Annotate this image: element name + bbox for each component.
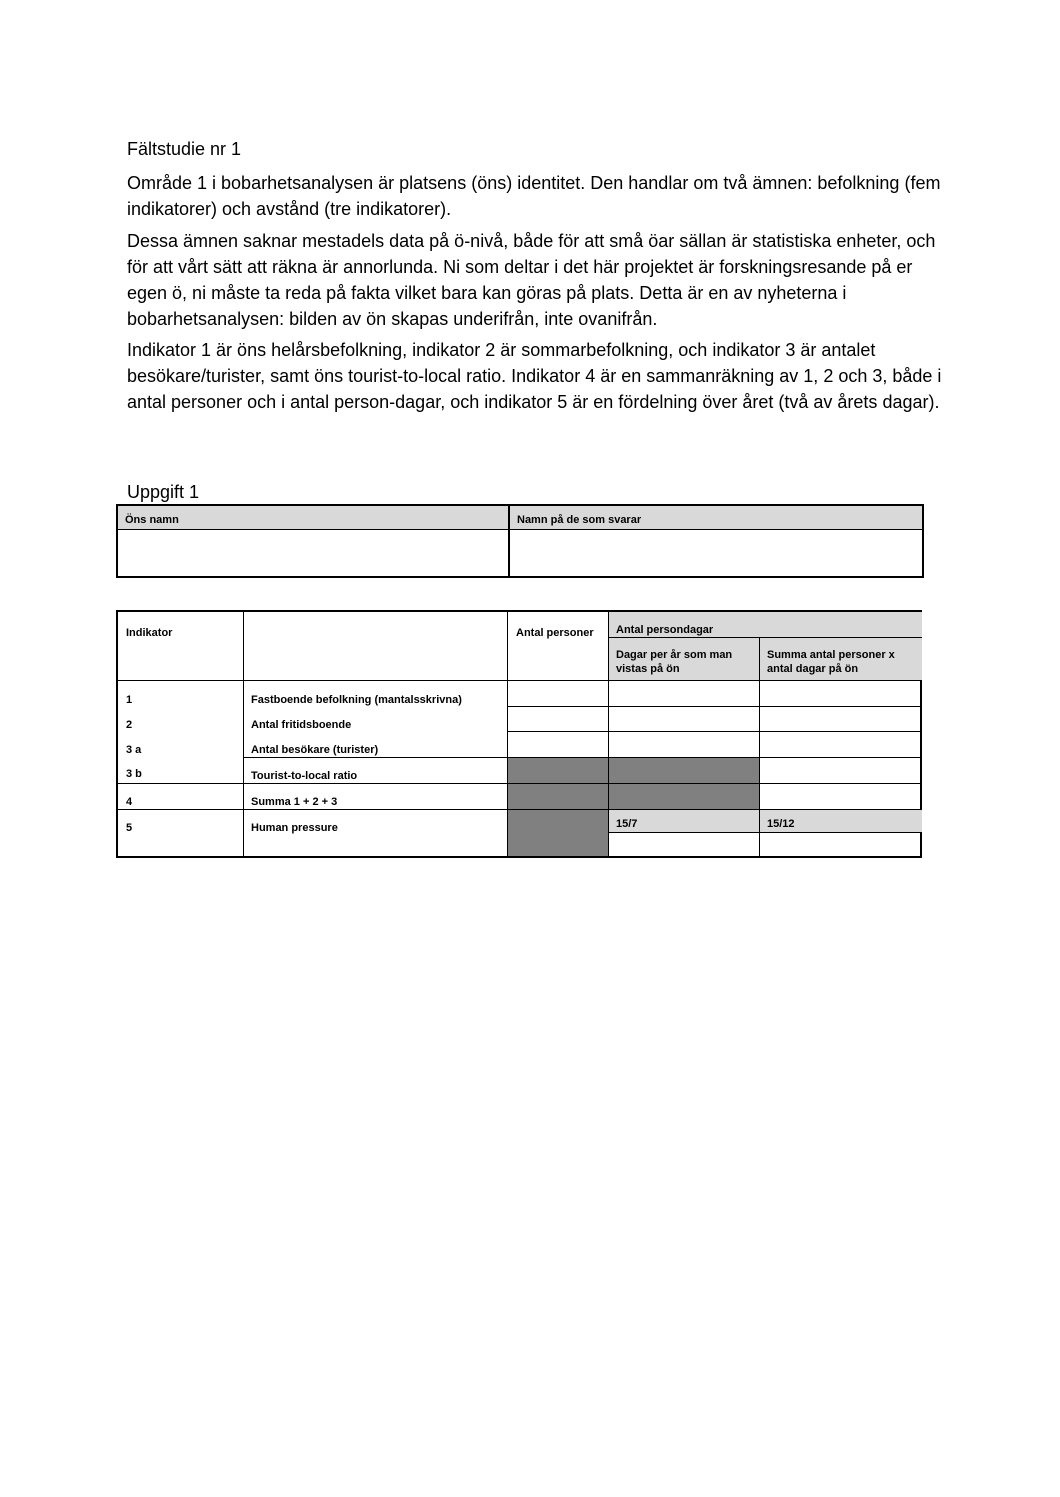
- respondents-field[interactable]: [510, 530, 922, 576]
- grid-line: [759, 637, 760, 856]
- row-number: 4: [126, 796, 133, 808]
- row-label: Antal fritidsboende: [251, 719, 352, 731]
- row-number: 3 b: [126, 768, 142, 780]
- island-name-header: Öns namn: [118, 506, 508, 530]
- sum-header: Summa antal personer x antal dagar på ön: [759, 637, 922, 680]
- grid-line: [118, 680, 922, 681]
- row-label: Human pressure: [251, 822, 338, 834]
- row-number: 5: [126, 822, 133, 834]
- row-label: Summa 1 + 2 + 3: [251, 796, 338, 808]
- row-label: Tourist-to-local ratio: [251, 770, 358, 782]
- grid-line: [118, 783, 922, 784]
- date-december-cell: 15/12: [759, 809, 922, 832]
- row-label: Fastboende befolkning (mantalsskrivna): [251, 694, 462, 706]
- respondents-header: Namn på de som svarar: [510, 506, 922, 530]
- persons-header: Antal personer: [516, 627, 594, 639]
- paragraph-data: Dessa ämnen saknar mestadels data på ö-nivå, både för att små öar sällan är statistiska enheter, och för att vårt sätt att räkna är annorlunda. Ni som deltar i det här projektet är forskningsresande på er egen ö, ni måste ta reda på fakta vilket bara kan göras på plats. Detta är en av nyheterna i bobarhetsanalysen: bilden av ön skapas underifrån, inte ovanifrån.: [127, 231, 936, 329]
- page-heading: Fältstudie nr 1: [127, 139, 242, 159]
- row-number: 2: [126, 719, 133, 731]
- indicator-header: Indikator: [126, 627, 173, 639]
- paragraph-intro: Område 1 i bobarhetsanalysen är platsens (öns) identitet. Den handlar om två ämnen: befolkning (fem indikatorer) och avstånd (tre indikatorer).: [127, 173, 941, 219]
- blocked-cell: [508, 809, 608, 856]
- blocked-cell: [508, 783, 608, 809]
- grid-line: [508, 706, 922, 707]
- column-divider: [508, 506, 510, 576]
- blocked-cell: [608, 783, 759, 809]
- grid-line: [507, 612, 508, 856]
- row-label: Antal besökare (turister): [251, 744, 379, 756]
- persondays-header: Antal persondagar: [608, 612, 922, 637]
- date-july-cell: 15/7: [608, 809, 759, 832]
- grid-line: [508, 731, 922, 732]
- task-title: Uppgift 1: [127, 482, 200, 502]
- paragraph-indicators: Indikator 1 är öns helårsbefolkning, indikator 2 är sommarbefolkning, och indikator 3 är antalet besökare/turister, samt öns tourist-to-local ratio. Indikator 4 är en sammanräkning av 1, 2 och 3, både i antal personer och i antal person-dagar, och indikator 5 är en fördelning över året (två av årets dagar).: [127, 340, 942, 412]
- grid-line: [608, 637, 922, 638]
- blocked-cell: [508, 757, 608, 783]
- days-per-year-header: Dagar per år som man vistas på ön: [608, 637, 759, 680]
- island-name-field[interactable]: [118, 530, 508, 576]
- indicator-table: [116, 610, 922, 858]
- grid-line: [243, 757, 922, 758]
- grid-line: [243, 612, 244, 856]
- island-info-table: [116, 504, 924, 578]
- grid-line: [608, 832, 922, 833]
- blocked-cell: [608, 757, 759, 783]
- grid-line: [608, 612, 609, 856]
- row-number: 3 a: [126, 744, 142, 756]
- row-number: 1: [126, 694, 133, 706]
- grid-line: [118, 809, 922, 810]
